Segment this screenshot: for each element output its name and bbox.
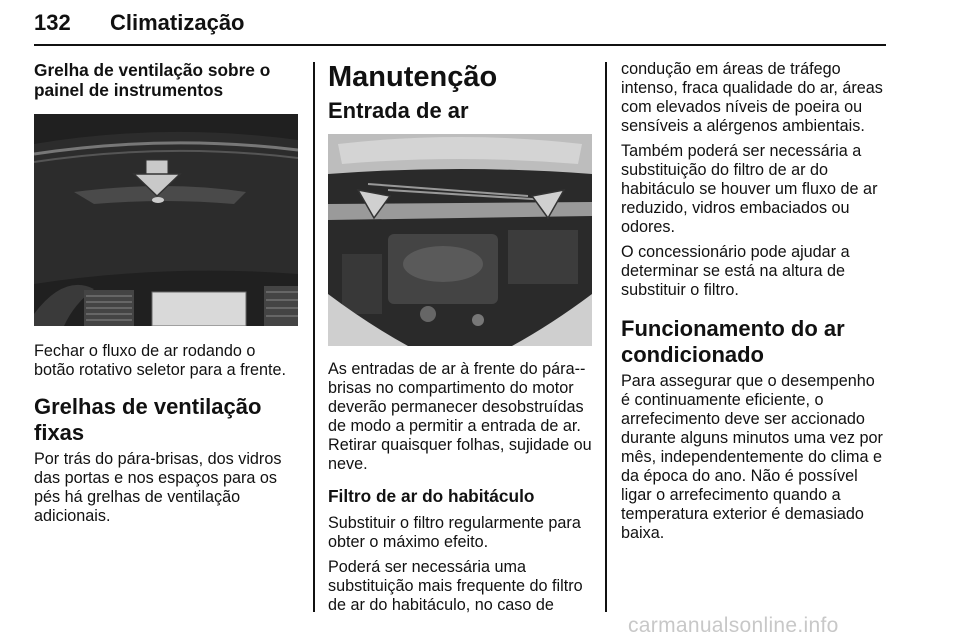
cabin-filter-heading: Filtro de ar do habitáculo [328, 486, 535, 506]
cabin-filter-text-2: Poderá ser necessária uma substituição mais frequente do filtro de ar do habitáculo, no caso de [328, 558, 583, 614]
cabin-filter-text-1: Substituir o filtro regularmente para obter o máximo efeito. [328, 514, 581, 551]
left-column [34, 60, 300, 532]
dashboard-vent-image [34, 114, 298, 326]
cabin-filter-text-4: Também poderá ser necessária a substituição do filtro de ar do habitáculo se houver um fluxo de ar reduzido, vidros embaciados ou odores. [621, 142, 878, 236]
air-intake-heading: Entrada de ar [328, 98, 469, 123]
page-header [34, 8, 886, 46]
vent-dashboard-heading: Grelha de ventilação sobre o painel de instrumentos [34, 60, 271, 100]
column-divider-right [605, 62, 607, 612]
cabin-filter-text-3: condução em áreas de tráfego intenso, fraca qualidade do ar, áreas com elevados níveis de poeira ou sensíveis a alérgenos ambientais. [621, 60, 883, 135]
ac-operation-text: Para assegurar que o desempenho é continuamente eficiente, o arrefecimento deve ser accionado durante alguns minutos uma vez por mês, independentemente do clima e da época do ano. Não é possível ligar o arrefecimento quando a temperatura exterior é demasiado baixa. [621, 372, 883, 542]
watermark: carmanualsonline.info [628, 614, 839, 637]
middle-column [328, 60, 593, 621]
right-column [621, 60, 887, 549]
chapter-title: Climatização [110, 10, 245, 35]
header-rule [34, 44, 886, 46]
cabin-filter-text-5: O concessionário pode ajudar a determinar se está na altura de substituir o filtro. [621, 243, 850, 299]
ac-operation-heading: Funcionamento do ar condicionado [621, 316, 845, 367]
column-divider-left [313, 62, 315, 612]
fixed-vents-heading: Grelhas de ventilação fixas [34, 394, 262, 445]
page-number: 132 [34, 10, 71, 35]
engine-bay-image [328, 134, 592, 346]
maintenance-title: Manutenção [328, 61, 498, 93]
fixed-vents-text: Por trás do pára-brisas, dos vidros das portas e nos espaços para os pés há grelhas de ventilação adicionais. [34, 450, 282, 525]
air-intake-text: As entradas de ar à frente do pára--brisas no compartimento do motor deverão permanecer desobstruídas de modo a permitir a entrada de ar. Retirar quaisquer folhas, sujidade ou neve. [328, 360, 592, 473]
engine-bay-illustration [328, 134, 592, 346]
dashboard-vent-illustration [34, 114, 298, 326]
vent-dashboard-caption: Fechar o fluxo de ar rodando o botão rotativo seletor para a frente. [34, 342, 286, 379]
